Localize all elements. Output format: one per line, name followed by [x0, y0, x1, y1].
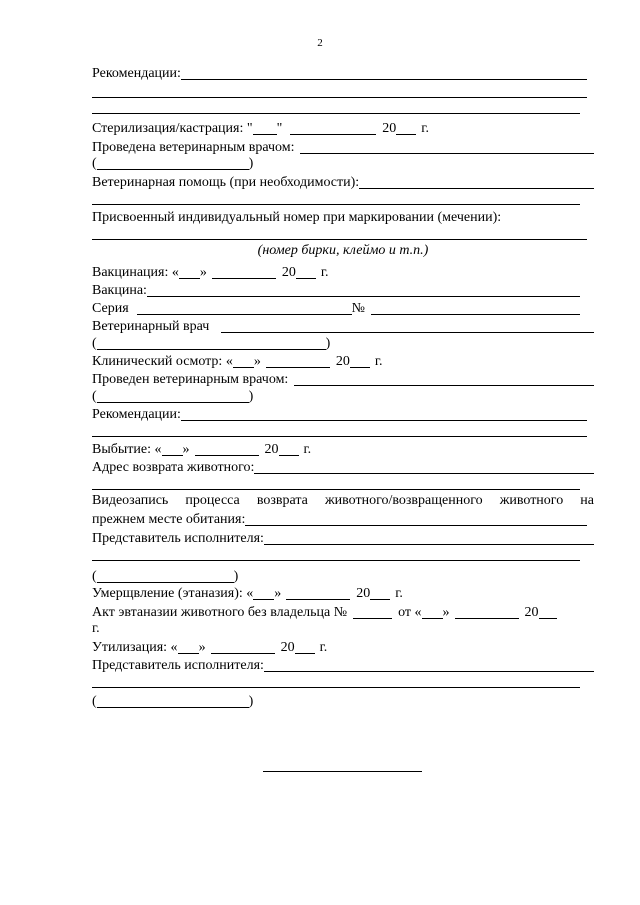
- clinical-exam-signature-field[interactable]: [97, 390, 249, 403]
- sterilization-label: Стерилизация/кастрация: ": [92, 121, 253, 136]
- year-prefix: 20: [524, 605, 539, 620]
- vet-doctor-label: Ветеринарный врач: [92, 319, 210, 334]
- utilization-month-field[interactable]: [211, 641, 275, 654]
- vaccination-signature-field[interactable]: [97, 337, 326, 350]
- vet-help-field[interactable]: [359, 176, 594, 189]
- year-suffix: г.: [319, 640, 328, 655]
- utilization-line: [92, 636, 594, 656]
- guillemet-close: »: [182, 442, 190, 457]
- video-label-line-2: прежнем месте обитания:: [92, 512, 246, 527]
- sterilization-signature-field[interactable]: [97, 157, 249, 170]
- sterilization-month-field[interactable]: [290, 122, 376, 135]
- clinical-exam-line: [92, 350, 594, 370]
- paren-close: ): [248, 389, 254, 404]
- utilization-label: Утилизация: «: [92, 640, 178, 655]
- paren-open: (: [92, 156, 97, 171]
- recommendations-label: Рекомендации:: [92, 66, 181, 81]
- year-prefix: 20: [264, 442, 279, 457]
- video-field[interactable]: [245, 513, 587, 526]
- paren-close: ): [248, 156, 254, 171]
- return-address-line: [92, 456, 594, 476]
- year-prefix: 20: [280, 640, 295, 655]
- page-number: 2: [317, 37, 323, 49]
- recommendations-field-2[interactable]: [92, 97, 587, 98]
- representative-field[interactable]: [264, 532, 594, 545]
- euthanasia-act-label: Акт эвтаназии животного без владельца №: [92, 605, 348, 620]
- year-suffix: г.: [395, 586, 403, 601]
- removal-label: Выбытие: «: [92, 442, 162, 457]
- guillemet-close: »: [198, 640, 206, 655]
- removal-year-field[interactable]: [279, 443, 299, 456]
- year-prefix: 20: [382, 121, 397, 136]
- series-label: Серия: [92, 301, 129, 316]
- euthanasia-line: [92, 582, 594, 602]
- series-number-field[interactable]: [371, 302, 580, 315]
- vet-help-label: Ветеринарная помощь (при необходимости):: [92, 175, 360, 190]
- representative-field-2[interactable]: [92, 560, 580, 561]
- recommendations-label: Рекомендации:: [92, 407, 181, 422]
- end-divider: [263, 771, 422, 772]
- year-suffix: г.: [320, 265, 329, 280]
- utilization-year-field[interactable]: [295, 641, 315, 654]
- clinical-exam-day-field[interactable]: [233, 355, 254, 368]
- vet-done-label: Проведен ветеринарным врачом:: [92, 372, 289, 387]
- clinical-exam-label: Клинический осмотр: «: [92, 354, 233, 369]
- recommendations-2-field[interactable]: [181, 408, 587, 421]
- year-suffix: г.: [303, 442, 312, 457]
- from-label: от «: [398, 605, 422, 620]
- vaccination-year-field[interactable]: [296, 266, 316, 279]
- removal-month-field[interactable]: [195, 443, 259, 456]
- return-address-field-2[interactable]: [92, 489, 580, 490]
- representative-label: Представитель исполнителя:: [92, 531, 264, 546]
- vaccination-month-field[interactable]: [212, 266, 276, 279]
- representative-2-field[interactable]: [264, 659, 594, 672]
- series-line: [92, 297, 580, 317]
- representative-2-signature-line: [92, 690, 594, 710]
- year-suffix: г.: [421, 121, 429, 136]
- sterilization-signature-line: [92, 152, 594, 172]
- sterilization-day-field[interactable]: [253, 122, 277, 135]
- assigned-number-label: Присвоенный индивидуальный номер при маркировании (мечении):: [92, 210, 502, 225]
- series-field[interactable]: [137, 302, 352, 315]
- euthanasia-day-field[interactable]: [253, 587, 274, 600]
- paren-close: ): [248, 694, 254, 709]
- vaccine-line: [92, 279, 580, 299]
- euthanasia-month-field[interactable]: [286, 587, 350, 600]
- representative-line: [92, 527, 594, 547]
- guillemet-close: »: [253, 354, 261, 369]
- guillemet-close: »: [442, 605, 450, 620]
- recommendations-2-field-2[interactable]: [92, 436, 587, 437]
- representative-2-line: [92, 654, 594, 674]
- vet-help-field-2[interactable]: [92, 204, 580, 205]
- assigned-number-line: [92, 206, 594, 226]
- vet-done-label: Проведена ветеринарным врачом:: [92, 140, 295, 155]
- clinical-exam-month-field[interactable]: [266, 355, 330, 368]
- vaccination-line: [92, 261, 594, 281]
- paren-open: (: [92, 569, 97, 584]
- clinical-exam-signature-line: [92, 385, 594, 405]
- paren-close: ): [233, 569, 239, 584]
- paren-open: (: [92, 336, 97, 351]
- year-suffix: г.: [92, 621, 100, 636]
- removal-line: [92, 438, 594, 458]
- vaccine-field[interactable]: [147, 284, 580, 297]
- representative-label: Представитель исполнителя:: [92, 658, 264, 673]
- year-prefix: 20: [281, 265, 296, 280]
- representative-2-signature-field[interactable]: [97, 695, 249, 708]
- paren-open: (: [92, 389, 97, 404]
- utilization-day-field[interactable]: [178, 641, 199, 654]
- number-sign: №: [351, 301, 366, 316]
- recommendations-field[interactable]: [181, 67, 587, 80]
- return-address-label: Адрес возврата животного:: [92, 460, 255, 475]
- sterilization-line: [92, 117, 594, 137]
- assigned-number-field[interactable]: [92, 239, 587, 240]
- guillemet-close: »: [199, 265, 207, 280]
- year-prefix: 20: [356, 586, 371, 601]
- video-label-line-1: Видеозапись процесса возврата животного/возвращенного животного на: [92, 493, 594, 508]
- recommendations-2-line: [92, 403, 587, 423]
- paren-close: ): [325, 336, 331, 351]
- vaccination-signature-line: [92, 332, 594, 352]
- vaccine-label: Вакцина:: [92, 283, 147, 298]
- paren-open: (: [92, 694, 97, 709]
- removal-day-field[interactable]: [162, 443, 183, 456]
- clinical-exam-year-field[interactable]: [350, 355, 370, 368]
- tag-caption: (номер бирки, клеймо и т.п.): [257, 243, 429, 258]
- vaccination-day-field[interactable]: [179, 266, 200, 279]
- guillemet-close: »: [274, 586, 282, 601]
- vaccination-label: Вакцинация: «: [92, 265, 179, 280]
- video-line-2: [92, 508, 587, 528]
- recommendations-field-3[interactable]: [92, 113, 580, 114]
- year-prefix: 20: [335, 354, 350, 369]
- euthanasia-label: Умерщвление (этаназия): «: [92, 586, 254, 601]
- representative-2-field-2[interactable]: [92, 687, 580, 688]
- return-address-field[interactable]: [254, 461, 594, 474]
- recommendations-line: [92, 62, 587, 82]
- euthanasia-year-field[interactable]: [370, 587, 390, 600]
- quote-close: ": [276, 121, 283, 136]
- vet-help-line: [92, 171, 594, 191]
- euthanasia-act-year-line: [92, 617, 594, 637]
- sterilization-year-field[interactable]: [396, 122, 416, 135]
- year-suffix: г.: [374, 354, 383, 369]
